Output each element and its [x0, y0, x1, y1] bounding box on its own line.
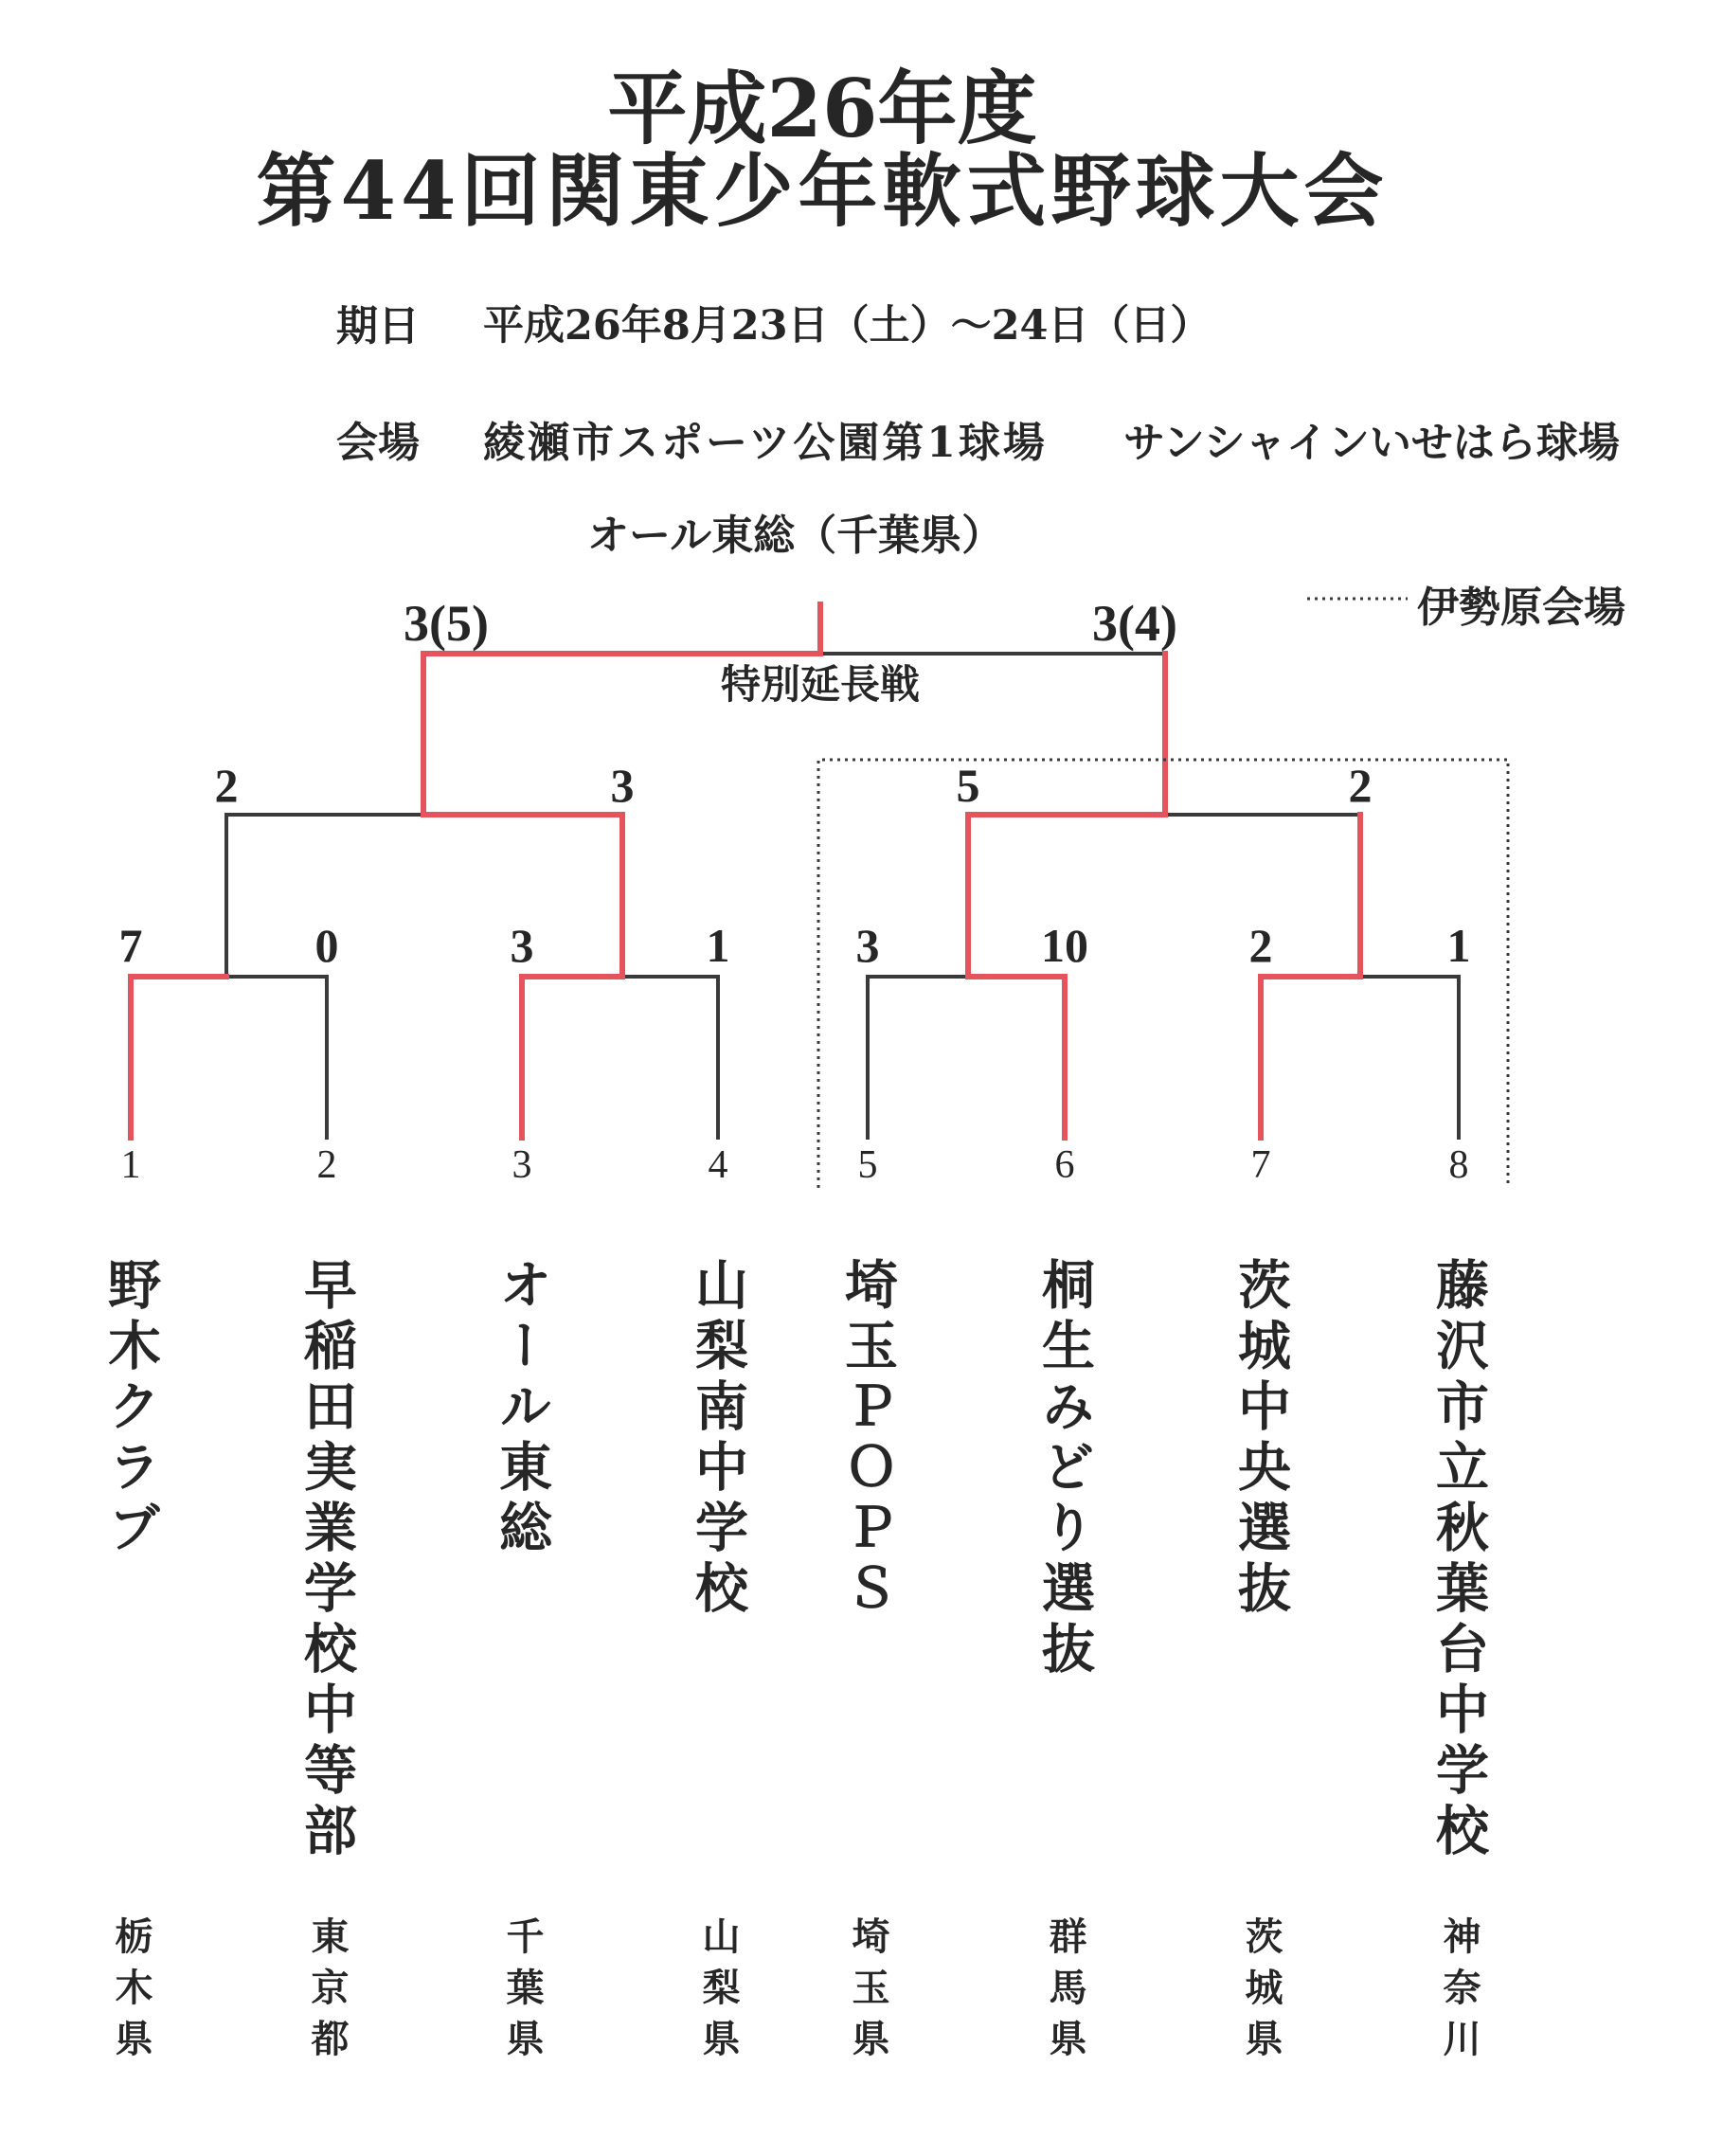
- team-name: 早稲田実業学校中等部: [296, 1257, 358, 1863]
- quarterfinal3-score-left: 3: [855, 919, 880, 972]
- team-prefecture: 神奈川: [1437, 1916, 1481, 2070]
- team-name: 桐生みどり選抜: [1033, 1257, 1096, 1681]
- team-prefecture: 山梨県: [696, 1916, 741, 2070]
- semifinal1-score-left: 2: [214, 759, 239, 812]
- venue-label: 会場: [336, 419, 420, 467]
- seed-number: 5: [857, 1143, 878, 1187]
- seed-number: 2: [316, 1143, 337, 1187]
- team-name: 茨城中央選抜: [1229, 1257, 1292, 1621]
- team-prefecture: 栃木県: [109, 1916, 153, 2070]
- seed-number: 3: [512, 1143, 532, 1187]
- team-name: 藤沢市立秋葉台中学校: [1427, 1257, 1490, 1863]
- isehara-venue-box: [818, 760, 1508, 1188]
- quarterfinal1-score-left: 7: [118, 919, 143, 972]
- quarterfinal2-score-right: 1: [706, 919, 730, 972]
- team-prefecture: 埼玉県: [846, 1916, 890, 2070]
- team-name: 埼玉ＰＯＰＳ: [836, 1257, 899, 1621]
- bracket-plain-lines: [226, 654, 1459, 1138]
- quarterfinal3-score-right: 10: [1041, 919, 1088, 972]
- team-name: 山梨南中学校: [687, 1257, 749, 1621]
- seed-number: 6: [1054, 1143, 1075, 1187]
- semifinal2-score-left: 5: [956, 759, 980, 812]
- semifinal1-score-right: 3: [610, 759, 635, 812]
- team-prefecture: 茨城県: [1239, 1916, 1283, 2070]
- venue-isehara: サンシャインいせはら球場: [1123, 419, 1620, 467]
- seed-number: 1: [120, 1143, 141, 1187]
- seed-number: 4: [708, 1143, 728, 1187]
- team-prefecture: 群馬県: [1043, 1916, 1087, 2070]
- quarterfinal4-score-right: 1: [1446, 919, 1471, 972]
- seed-number: 7: [1250, 1143, 1271, 1187]
- team-prefecture: 千葉県: [500, 1916, 545, 2070]
- seed-number: 8: [1448, 1143, 1469, 1187]
- semifinal2-score-right: 2: [1348, 759, 1373, 812]
- final-note: 特別延長戦: [720, 661, 921, 708]
- date-label: 期日: [336, 302, 420, 350]
- quarterfinal1-score-right: 0: [314, 919, 339, 972]
- team-prefecture: 東京都: [305, 1916, 350, 2070]
- final-score-left: 3(5): [404, 595, 489, 652]
- title-year: 平成26年度: [607, 62, 1037, 155]
- team-name: オール東総: [491, 1257, 553, 1560]
- title-tournament: 第44回関東少年軟式野球大会: [256, 144, 1389, 238]
- team-name: 野木クラブ: [99, 1257, 162, 1560]
- champion-label: オール東総（千葉県）: [587, 512, 1004, 560]
- date-value: 平成26年8月23日（土）～24日（日）: [483, 302, 1211, 350]
- legend-label: 伊勢原会場: [1417, 584, 1625, 632]
- final-score-right: 3(4): [1092, 595, 1177, 652]
- quarterfinal2-score-left: 3: [510, 919, 534, 972]
- quarterfinal4-score-left: 2: [1248, 919, 1273, 972]
- venue-ayase: 綾瀬市スポーツ公園第1球場: [483, 419, 1048, 467]
